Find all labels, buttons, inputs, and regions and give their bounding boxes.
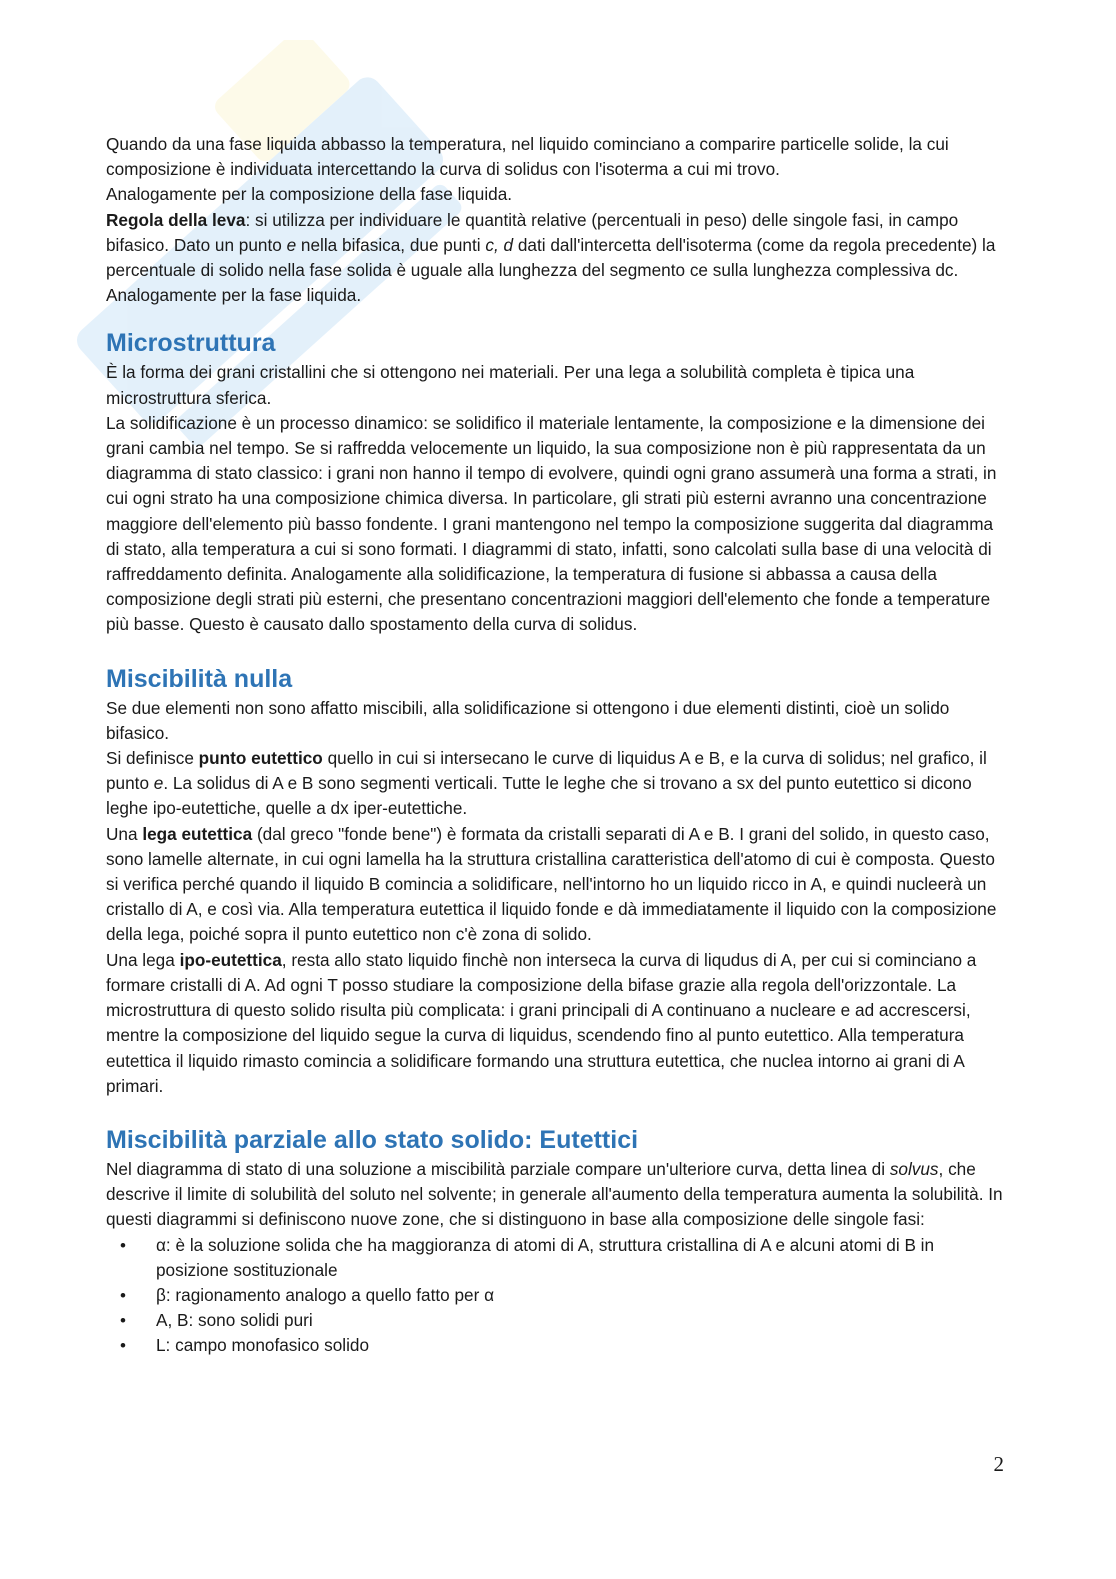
- paragraph-solvus: Nel diagramma di stato di una soluzione a miscibilità parziale compare un'ulteriore curva, detta linea di solvus, che descrive il limite di solubilità del soluto nel solvente; in generale all'aumento della temperatura aumenta la solubilità. In questi diagrammi si definiscono nuove zone, che si distinguono in base alla composizione delle singole fasi:: [106, 1158, 1003, 1230]
- paragraph: Quando da una fase liquida abbasso la temperatura, nel liquido cominciano a comparire particelle solide, la cui composizione è individuata intercettando la curva di solidus con l'isoterma a cui mi trovo.: [106, 134, 949, 180]
- paragraph-lega-eutettica: Una lega eutettica (dal greco "fonde bene") è formata da cristalli separati di A e B. I grani del solido, in questo caso, sono lamelle alternate, in cui ogni lamella ha la struttura cristallina caratteristica dell'atomo di cui è composta. Questo si verifica perché quando il liquido B comincia a solidificare, nell'intorno ho un liquido ricco in A, e quindi nucleerà un cristallo di A, e così via. Alla temperatura eutettica il liquido fonde e dà immediatamente il liquido con la composizione della lega, poiché sopra il punto eutettico non c'è zona di solido.: [106, 823, 997, 945]
- document-page: [106, 132, 1011, 1359]
- term-ipo-eutettica: ipo-eutettica: [179, 949, 282, 970]
- paragraph: Analogamente per la composizione della fase liquida.: [106, 184, 513, 205]
- paragraph: È la forma dei grani cristallini che si ottengono nei materiali. Per una lega a solubilità completa è tipica una microstruttura sferica.: [106, 362, 915, 408]
- list-item: • β: ragionamento analogo a quello fatto per α: [106, 1283, 1011, 1308]
- paragraph: Se due elementi non sono affatto miscibili, alla solidificazione si ottengono i due elementi distinti, cioè un solido bifasico.: [106, 697, 950, 743]
- heading-miscibilita-nulla: Miscibilità nulla: [106, 664, 293, 693]
- paragraph: La solidificazione è un processo dinamico: se solidifico il materiale lentamente, la composizione e la dimensione dei grani cambia nel tempo. Se si raffredda velocemente un liquido, la sua composizione non è più rappresentata da un diagramma di stato classico: i grani non hanno il tempo di evolvere, quindi ogni grano assumerà una forma a strati, in cui ogni strato ha una composizione chimica diversa. In particolare, gli strati più esterni avranno una concentrazione maggiore dell'elemento più basso fondente. I grani mantengono nel tempo la composizione suggerita dal diagramma di stato, alla temperatura a cui si sono formati. I diagrammi di stato, infatti, sono calcolati sulla base di una velocità di raffreddamento definita. Analogamente alla solidificazione, la temperatura di fusione si abbassa a causa della composizione degli strati più esterni, che presentano concentrazioni maggiori dell'elemento che fonde a temperature più basse. Questo è causato dallo spostamento della curva di solidus.: [106, 412, 997, 635]
- list-item: • α: è la soluzione solida che ha maggioranza di atomi di A, struttura cristallina di A e alcuni atomi di B in posizione sostituzionale: [106, 1233, 1011, 1283]
- paragraph-regola-leva: Regola della leva: si utilizza per individuare le quantità relative (percentuali in peso) delle singole fasi, in campo bifasico. Dato un punto e nella bifasica, due punti c, d dati dall'intercetta dell'isoterma (come da regola precedente) la percentuale di solido nella fase solida è uguale alla lunghezza del segmento ce sulla lunghezza complessiva dc. Analogamente per la fase liquida.: [106, 209, 996, 306]
- list-item: • A, B: sono solidi puri: [106, 1308, 1011, 1333]
- term-solvus: solvus: [889, 1158, 939, 1179]
- term-regola-leva: Regola della leva: [106, 209, 246, 230]
- page-number: 2: [993, 1452, 1004, 1476]
- intro-section: [106, 132, 1011, 308]
- paragraph-ipo-eutettica: Una lega ipo-eutettica, resta allo stato liquido finchè non interseca la curva di liqudus di A, per cui si cominciano a formare cristalli di A. Ad ogni T posso studiare la composizione della bifase grazie alla regola dell'orizzontale. La microstruttura di questo solido risulta più complicata: i grani principali di A continuano a nucleare e ad accrescersi, mentre la composizione del liquido segue la curva di liquidus, scendendo fino al punto eutettico. Alla temperatura eutettica il liquido rimasto comincia a solidificare formando una struttura eutettica, che nuclea intorno ai grani di A primari.: [106, 949, 977, 1096]
- paragraph-punto-eutettico: Si definisce punto eutettico quello in cui si intersecano le curve di liquidus A e B, e la curva di solidus; nel grafico, il punto e. La solidus di A e B sono segmenti verticali. Tutte le leghe che si trovano a sx del punto eutettico si dicono leghe ipo-eutettiche, quelle a dx iper-eutettiche.: [106, 748, 987, 819]
- term-lega-eutettica: lega eutettica: [142, 823, 253, 844]
- heading-miscibilita-parziale: Miscibilità parziale allo stato solido: Eutettici: [106, 1125, 639, 1154]
- phase-list: [106, 1233, 1011, 1359]
- list-item: • L: campo monofasico solido: [106, 1333, 1011, 1358]
- term-punto-eutettico: punto eutettico: [198, 748, 323, 769]
- heading-microstruttura: Microstruttura: [106, 329, 276, 358]
